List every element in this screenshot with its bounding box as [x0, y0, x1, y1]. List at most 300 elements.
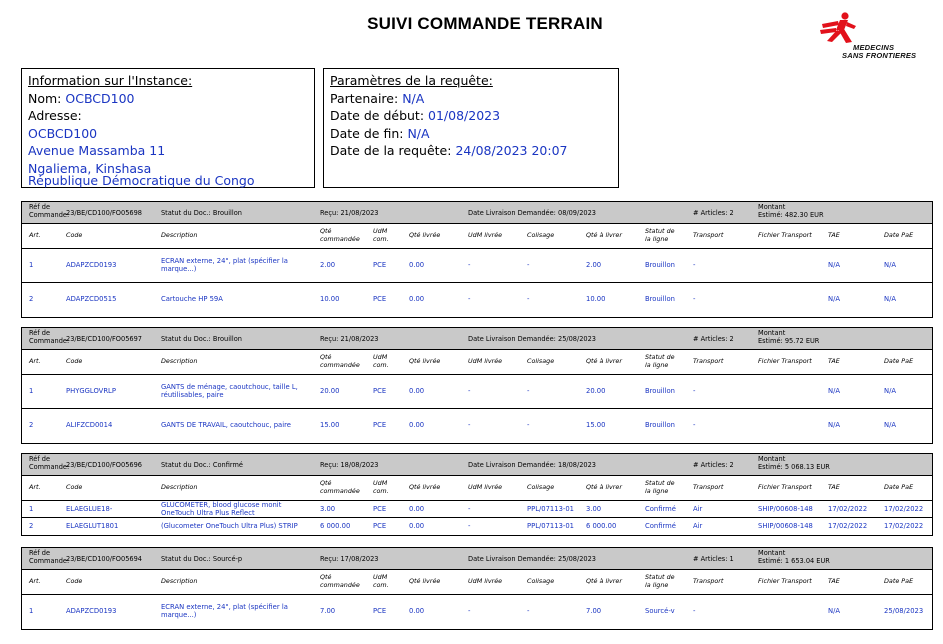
order-delivery-value: 25/08/2023 [558, 555, 597, 563]
cell-qte-a-livrer: 6 000.00 [586, 522, 617, 530]
nom-value: OCBCD100 [65, 90, 135, 106]
order-delivery-date [468, 209, 596, 217]
cell-code: ADAPZCD0515 [66, 295, 117, 303]
col-fichier-transport [758, 358, 812, 366]
col-transport-line1: Transport [693, 577, 724, 585]
cell-date-pae: 17/02/2022 [884, 522, 924, 530]
cell-tae: 17/02/2022 [828, 505, 868, 513]
order-received-value: 21/08/2023 [340, 209, 379, 217]
col-qte-a-livrer [586, 484, 622, 492]
col-qte-a-livrer [586, 358, 622, 366]
cell-code: ALIFZCD0014 [66, 421, 113, 429]
cell-art: 2 [29, 522, 34, 530]
description-line1: (Glucometer OneTouch Ultra Plus) STRIP [161, 522, 298, 530]
col-udm-livree-line1: UdM livrée [468, 231, 503, 239]
cell-udm: PCE [373, 505, 387, 513]
cell-qte-livree: 0.00 [409, 421, 425, 429]
col-tae-line1: TAE [828, 577, 840, 585]
col-statut-ligne-line2: la ligne [645, 580, 669, 589]
cell-colisage: PPL/07113-01 [527, 505, 574, 513]
col-udm-com [373, 228, 389, 243]
col-code-line1: Code [66, 231, 83, 239]
cell-description [161, 422, 311, 430]
order-delivery-value: 08/09/2023 [558, 209, 597, 217]
col-udm-livree [468, 484, 502, 492]
col-fichier-transport-line1: Fichier Transport [758, 357, 812, 365]
ref-label-line1: Réf de [29, 203, 51, 211]
order-block [21, 327, 933, 444]
col-fichier-transport-line1: Fichier Transport [758, 231, 812, 239]
cell-date-pae: N/A [884, 295, 897, 303]
cell-code: ELAEGLUT1801 [66, 522, 119, 530]
col-qte-livree-line1: Qté livrée [409, 357, 441, 365]
order-received [320, 209, 379, 217]
col-colisage-line1: Colisage [527, 483, 555, 491]
col-tae [828, 484, 840, 492]
col-qte-livree [409, 484, 440, 492]
cell-tae: N/A [828, 607, 841, 615]
order-delivery-value: 18/08/2023 [558, 461, 597, 469]
order-block [21, 201, 933, 318]
col-date-pae [884, 484, 913, 492]
order-delivery-label: Date Livraison Demandée: [468, 209, 556, 217]
col-statut-ligne-line1: Statut de [645, 479, 675, 487]
order-status-value: Confirmé [212, 461, 243, 469]
col-code-line1: Code [66, 577, 83, 585]
col-udm-com [373, 480, 389, 495]
col-fichier-transport [758, 484, 812, 492]
ref-label [29, 550, 69, 565]
col-udm-livree [468, 358, 502, 366]
col-code [66, 358, 82, 366]
ref-label-line1: Réf de [29, 549, 51, 557]
address-line-2: Avenue Massamba 11 [28, 143, 166, 158]
order-articles-label: # Articles: [693, 555, 728, 563]
col-art [29, 484, 41, 492]
col-date-pae-line1: Date PaE [884, 483, 914, 491]
col-qte-commandee-line1: Qté [320, 227, 332, 235]
order-amount [758, 550, 830, 565]
col-udm-com-line2: com. [373, 580, 389, 589]
cell-transport: - [693, 421, 696, 429]
order-header [22, 328, 932, 350]
date-fin-value: N/A [407, 125, 430, 141]
ref-label [29, 456, 69, 471]
col-tae-line1: TAE [828, 483, 840, 491]
col-colisage [527, 578, 554, 586]
table-row [22, 375, 932, 409]
col-tae [828, 358, 840, 366]
order-delivery-date [468, 555, 596, 563]
partenaire-label: Partenaire: [330, 90, 399, 106]
order-received-label: Reçu: [320, 555, 339, 563]
cell-qte-livree: 0.00 [409, 505, 425, 513]
cell-udm: PCE [373, 522, 387, 530]
ref-label [29, 330, 69, 345]
order-delivery-label: Date Livraison Demandée: [468, 461, 556, 469]
order-articles-value: 2 [729, 461, 734, 469]
description-line2: marque...) [161, 610, 197, 619]
col-transport [693, 358, 723, 366]
cell-colisage: - [527, 421, 530, 429]
col-art [29, 358, 41, 366]
col-statut-ligne-line2: la ligne [645, 486, 669, 495]
col-fichier-transport-line1: Fichier Transport [758, 577, 812, 585]
order-amount-label2: Estimé: [758, 336, 783, 345]
col-code [66, 578, 82, 586]
col-tae-line1: TAE [828, 357, 840, 365]
cell-udm: PCE [373, 261, 387, 269]
cell-statut: Sourcé-v [645, 607, 675, 615]
cell-transport: - [693, 295, 696, 303]
col-description-line1: Description [161, 483, 198, 491]
col-tae-line1: TAE [828, 231, 840, 239]
cell-description [161, 384, 311, 399]
table-row [22, 249, 932, 283]
description-line1: GANTS de ménage, caoutchouc, taille L, [161, 383, 298, 391]
col-art-line1: Art. [29, 357, 41, 365]
col-statut-ligne-line1: Statut de [645, 227, 675, 235]
cell-tae: N/A [828, 295, 841, 303]
order-status-label: Statut du Doc.: [161, 209, 211, 217]
col-description-line1: Description [161, 577, 198, 585]
col-statut-ligne [645, 354, 675, 369]
col-udm-com-line1: UdM [373, 227, 388, 235]
col-description [161, 358, 197, 366]
description-line2: OneTouch Ultra Plus Reflect [161, 508, 255, 517]
order-ref: 23/BE/CD100/FO05694 [66, 555, 142, 563]
col-transport-line1: Transport [693, 357, 724, 365]
col-udm-livree-line1: UdM livrée [468, 357, 503, 365]
cell-description [161, 502, 311, 517]
column-header-row [22, 570, 932, 595]
cell-statut: Confirmé [645, 505, 676, 513]
order-ref: 23/BE/CD100/FO05697 [66, 335, 142, 343]
order-received-value: 18/08/2023 [340, 461, 379, 469]
col-art-line1: Art. [29, 483, 41, 491]
col-date-pae [884, 578, 913, 586]
col-udm-livree-line1: UdM livrée [468, 483, 503, 491]
col-qte-commandee [320, 574, 360, 589]
logo-line2: SANS FRONTIERES [842, 51, 917, 60]
address-line-3: Ngaliema, Kinshasa [28, 160, 152, 176]
order-received-value: 17/08/2023 [340, 555, 379, 563]
col-tae [828, 232, 840, 240]
cell-tae: N/A [828, 387, 841, 395]
col-art [29, 578, 41, 586]
col-udm-com [373, 574, 389, 589]
order-amount-label1: Montant [758, 455, 786, 463]
cell-description [161, 604, 311, 619]
cell-udm-livree: - [468, 295, 471, 303]
cell-colisage: - [527, 607, 530, 615]
col-qte-a-livrer [586, 232, 622, 240]
order-amount [758, 204, 824, 219]
logo-line1: MEDECINS [853, 43, 895, 52]
col-colisage-line1: Colisage [527, 577, 555, 585]
cell-art: 1 [29, 387, 34, 395]
col-statut-ligne [645, 574, 675, 589]
order-received-value: 21/08/2023 [340, 335, 379, 343]
ref-label-line2: Commande: [29, 336, 70, 345]
cell-qte-a-livrer: 7.00 [586, 607, 602, 615]
cell-statut: Brouillon [645, 387, 675, 395]
description-line2: marque...) [161, 264, 197, 273]
description-line1: Cartouche HP 59A [161, 295, 223, 303]
order-header [22, 454, 932, 476]
col-qte-commandee-line1: Qté [320, 353, 332, 361]
col-statut-ligne-line1: Statut de [645, 353, 675, 361]
description-line1: GLUCOMETER, blood glucose monit [161, 501, 282, 509]
col-transport-line1: Transport [693, 483, 724, 491]
order-status [161, 209, 242, 217]
col-colisage [527, 358, 554, 366]
col-udm-com-line1: UdM [373, 353, 388, 361]
col-udm-livree [468, 578, 502, 586]
description-line1: ECRAN externe, 24", plat (spécifier la [161, 257, 288, 265]
table-row [22, 518, 932, 535]
col-date-pae [884, 358, 913, 366]
cell-statut: Brouillon [645, 261, 675, 269]
col-colisage-line1: Colisage [527, 231, 555, 239]
cell-date-pae: N/A [884, 421, 897, 429]
adresse-label: Adresse: [28, 108, 82, 123]
order-status [161, 461, 243, 469]
col-udm-com-line1: UdM [373, 573, 388, 581]
cell-qte-commandee: 20.00 [320, 387, 340, 395]
column-header-row [22, 224, 932, 249]
logo-text [842, 44, 916, 60]
column-header-row [22, 476, 932, 501]
col-colisage-line1: Colisage [527, 357, 555, 365]
col-transport-line1: Transport [693, 231, 724, 239]
msf-logo [818, 12, 928, 62]
col-date-pae-line1: Date PaE [884, 577, 914, 585]
cell-code: ELAEGLUE18- [66, 505, 113, 513]
col-qte-commandee-line2: commandée [320, 580, 360, 589]
description-line2: réutilisables, paire [161, 390, 224, 399]
order-amount-line2 [758, 558, 830, 566]
order-delivery-date [468, 461, 596, 469]
address-line-4: République Démocratique du Congo [28, 172, 255, 188]
cell-qte-livree: 0.00 [409, 261, 425, 269]
cell-qte-a-livrer: 10.00 [586, 295, 606, 303]
order-articles-value: 2 [729, 335, 734, 343]
order-received [320, 555, 379, 563]
cell-transport: Air [693, 522, 703, 530]
col-qte-a-livrer [586, 578, 622, 586]
cell-colisage: - [527, 295, 530, 303]
col-transport [693, 578, 723, 586]
col-colisage [527, 232, 554, 240]
col-statut-ligne-line2: la ligne [645, 360, 669, 369]
cell-tae: N/A [828, 261, 841, 269]
cell-udm: PCE [373, 295, 387, 303]
order-header [22, 548, 932, 570]
cell-date-pae: 25/08/2023 [884, 607, 924, 615]
cell-art: 1 [29, 505, 34, 513]
col-description [161, 578, 197, 586]
ref-label-line1: Réf de [29, 329, 51, 337]
order-block [21, 547, 933, 630]
order-delivery-label: Date Livraison Demandée: [468, 335, 556, 343]
order-received-label: Reçu: [320, 209, 339, 217]
cell-transport: - [693, 607, 696, 615]
cell-udm-livree: - [468, 522, 471, 530]
col-date-pae [884, 232, 913, 240]
order-amount-value: 95.72 EUR [784, 336, 820, 345]
col-qte-commandee [320, 228, 360, 243]
cell-date-pae: N/A [884, 261, 897, 269]
col-description-line1: Description [161, 357, 198, 365]
cell-colisage: PPL/07113-01 [527, 522, 574, 530]
col-code-line1: Code [66, 483, 83, 491]
cell-qte-commandee: 15.00 [320, 421, 340, 429]
order-status-value: Brouillon [212, 335, 242, 343]
order-status-value: Brouillon [212, 209, 242, 217]
col-qte-commandee-line1: Qté [320, 479, 332, 487]
ref-label-line2: Commande: [29, 556, 70, 565]
order-articles [693, 461, 734, 469]
col-code [66, 232, 82, 240]
cell-code: PHYGGLOVRLP [66, 387, 116, 395]
ref-label-line1: Réf de [29, 455, 51, 463]
cell-art: 1 [29, 607, 34, 615]
order-articles [693, 209, 734, 217]
order-articles-value: 1 [729, 555, 734, 563]
cell-colisage: - [527, 261, 530, 269]
order-amount-line2 [758, 464, 830, 472]
cell-qte-a-livrer: 2.00 [586, 261, 602, 269]
cell-udm-livree: - [468, 421, 471, 429]
cell-qte-commandee: 10.00 [320, 295, 340, 303]
order-received-label: Reçu: [320, 461, 339, 469]
order-amount-value: 482.30 EUR [784, 210, 824, 219]
col-udm-com-line2: com. [373, 234, 389, 243]
cell-code: ADAPZCD0193 [66, 261, 117, 269]
table-row [22, 283, 932, 317]
col-udm-com-line1: UdM [373, 479, 388, 487]
col-art [29, 232, 41, 240]
cell-art: 1 [29, 261, 34, 269]
address-line-1: OCBCD100 [28, 125, 98, 141]
order-block [21, 453, 933, 536]
order-status-label: Statut du Doc.: [161, 555, 211, 563]
ref-label-line2: Commande: [29, 462, 70, 471]
order-amount-label2: Estimé: [758, 556, 783, 565]
table-row [22, 409, 932, 443]
cell-code: ADAPZCD0193 [66, 607, 117, 615]
order-delivery-date [468, 335, 596, 343]
order-amount [758, 330, 819, 345]
cell-date-pae: 17/02/2022 [884, 505, 924, 513]
cell-qte-commandee: 7.00 [320, 607, 336, 615]
report-title: SUIVI COMMANDE TERRAIN [367, 14, 603, 33]
col-qte-livree-line1: Qté livrée [409, 483, 441, 491]
col-description-line1: Description [161, 231, 198, 239]
order-amount-line2 [758, 338, 819, 346]
order-delivery-label: Date Livraison Demandée: [468, 555, 556, 563]
col-statut-ligne-line2: la ligne [645, 234, 669, 243]
cell-art: 2 [29, 295, 34, 303]
order-ref: 23/BE/CD100/FO05698 [66, 209, 142, 217]
cell-qte-livree: 0.00 [409, 295, 425, 303]
col-qte-commandee-line2: commandée [320, 360, 360, 369]
cell-udm-livree: - [468, 505, 471, 513]
order-amount-label1: Montant [758, 549, 786, 557]
col-udm-com-line2: com. [373, 486, 389, 495]
partenaire-value: N/A [402, 90, 425, 106]
col-qte-livree [409, 232, 440, 240]
col-qte-livree-line1: Qté livrée [409, 577, 441, 585]
col-transport [693, 484, 723, 492]
params-header: Paramètres de la requête: [330, 73, 493, 88]
col-qte-commandee [320, 354, 360, 369]
order-received [320, 461, 379, 469]
cell-transport: Air [693, 505, 703, 513]
cell-udm: PCE [373, 387, 387, 395]
col-description [161, 484, 197, 492]
instance-header: Information sur l'Instance: [28, 73, 193, 88]
col-qte-livree [409, 578, 440, 586]
cell-qte-commandee: 3.00 [320, 505, 336, 513]
col-udm-livree-line1: UdM livrée [468, 577, 503, 585]
cell-description [161, 523, 311, 531]
col-qte-a-livrer-line1: Qté à livrer [586, 357, 622, 365]
col-tae [828, 578, 840, 586]
col-statut-ligne [645, 480, 675, 495]
col-art-line1: Art. [29, 231, 41, 239]
cell-qte-livree: 0.00 [409, 607, 425, 615]
column-header-row [22, 350, 932, 375]
date-requete-label: Date de la requête: [330, 143, 452, 158]
cell-description [161, 258, 311, 273]
order-amount-value: 5 068.13 EUR [784, 462, 830, 471]
order-status [161, 555, 242, 563]
msf-runner-icon [818, 12, 858, 46]
col-fichier-transport [758, 578, 812, 586]
cell-colisage: - [527, 387, 530, 395]
order-amount [758, 456, 830, 471]
col-transport [693, 232, 723, 240]
description-line1: GANTS DE TRAVAIL, caoutchouc, paire [161, 421, 291, 429]
order-articles-label: # Articles: [693, 335, 728, 343]
order-status-label: Statut du Doc.: [161, 335, 211, 343]
col-qte-commandee-line2: commandée [320, 234, 360, 243]
cell-qte-commandee: 2.00 [320, 261, 336, 269]
cell-qte-a-livrer: 20.00 [586, 387, 606, 395]
col-udm-com [373, 354, 389, 369]
cell-fichier-transport: SHIP/00608-148 [758, 505, 813, 513]
cell-art: 2 [29, 421, 34, 429]
order-articles-label: # Articles: [693, 461, 728, 469]
order-articles-label: # Articles: [693, 209, 728, 217]
order-status-label: Statut du Doc.: [161, 461, 211, 469]
col-qte-livree [409, 358, 440, 366]
cell-qte-commandee: 6 000.00 [320, 522, 351, 530]
cell-udm-livree: - [468, 607, 471, 615]
col-fichier-transport [758, 232, 812, 240]
cell-transport: - [693, 261, 696, 269]
col-qte-commandee-line2: commandée [320, 486, 360, 495]
col-description [161, 232, 197, 240]
order-articles-value: 2 [729, 209, 734, 217]
cell-fichier-transport: SHIP/00608-148 [758, 522, 813, 530]
instance-info-box [21, 68, 315, 188]
description-line1: ECRAN externe, 24", plat (spécifier la [161, 603, 288, 611]
date-requete-value: 24/08/2023 20:07 [455, 143, 568, 158]
order-amount-value: 1 653.04 EUR [784, 556, 830, 565]
